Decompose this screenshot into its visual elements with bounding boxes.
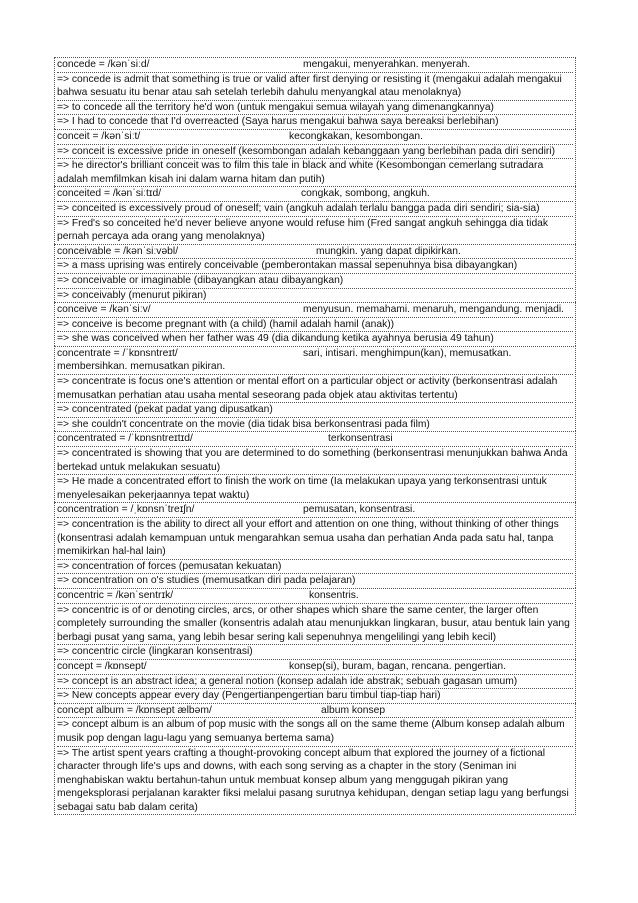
entry-line: => concentration of forces (pemusatan kekuatan) [57, 559, 573, 574]
entry-term: concede = /kənˈsiːd/ [57, 59, 150, 70]
entry-term: conceited = /kənˈsiːtɪd/ [57, 188, 162, 200]
entry-head [57, 347, 573, 361]
entry-line: => conceivable or imaginable (dibayangkan atau dibayangkan) [57, 273, 573, 288]
entry-line: => concentration is the ability to direct all your effort and attention on one thing, without thinking of other things (konsentrasi adalah kemampuan untuk mengarahkan semua usaha dan perhatian Anda pada satu hal, tanpa memikirkan hal-hal lain) [57, 517, 573, 559]
entry-term: concentric = /kənˈsentrɪk/ [57, 589, 174, 601]
entry-term: conceit = /kənˈsiːt/ [57, 130, 141, 142]
entry-line: => concentrated (pekat padat yang dipusatkan) [57, 402, 573, 417]
entry-head [57, 432, 573, 446]
entry-concept-album [54, 703, 576, 816]
entry-line: => she couldn't concentrate on the movie (dia tidak bisa berkonsentrasi pada film) [57, 417, 573, 432]
entry-conceited [54, 186, 576, 243]
entry-line: => Fred's so conceited he'd never believe anyone would refuse him (Fred sangat angkuh sehingga dia tidak pernah percaya ada orang yang menolaknya) [57, 216, 573, 244]
entry-translation: konsep(si), buram, bagan, rencana. pengertian. [289, 660, 506, 672]
entry-line: => concentrated is showing that you are determined to do something (berkonsentrasi menunjukkan bahwa Anda bertekad untuk melakukan sesuatu) [57, 446, 573, 474]
entry-head [57, 589, 573, 603]
entry-line: membersihkan. memusatkan pikiran. [57, 361, 226, 373]
entry-concept [54, 659, 576, 703]
entry-head [57, 660, 573, 674]
entry-line: => concentric circle (lingkaran konsentrasi) [57, 644, 573, 659]
entry-conceive [54, 302, 576, 346]
entry-line: => conceit is excessive pride in oneself (kesombongan adalah kebanggaan yang berlebihan pada diri sendiri) [57, 144, 573, 159]
entry-translation: congkak, sombong, angkuh. [301, 188, 430, 200]
entry-translation: terkonsentrasi [328, 433, 393, 445]
entry-line: => concentrate is focus one's attention or mental effort on a particular object or activity (berkonsentrasi adalah memusatkan perhatian atau usaha mental seseorang pada objek atau aktivitas tertentu) [57, 374, 573, 402]
entry-line: => conceive is become pregnant with (a child) (hamil adalah hamil (anak)) [57, 317, 573, 332]
entry-line: => she was conceived when her father was 49 (dia dikandung ketika ayahnya berusia 49 tahun) [57, 331, 573, 346]
entry-translation: mengakui, menyerahkan. menyerah. [303, 59, 471, 70]
entry-term: concept album = /kɒnsept ælbəm/ [57, 704, 212, 716]
entry-head [57, 303, 573, 317]
entry-term: concentrate = /ˈkɒnsntreɪt/ [57, 347, 178, 359]
vocabulary-document [54, 57, 576, 815]
entry-head [57, 187, 573, 201]
entry-translation: kecongkakan, kesombongan. [289, 130, 423, 142]
entry-conceivable [54, 244, 576, 302]
entry-term: conceivable = /kənˈsiːvəbl/ [57, 245, 179, 257]
entry-line: => He made a concentrated effort to finish the work on time (Ia melakukan upaya yang terkonsentrasi untuk menyelesaikan pekerjaannya tepat waktu) [57, 474, 573, 502]
entry-line: => concede is admit that something is true or valid after first denying or resisting it (mengakui adalah mengakui bahwa sesuatu itu benar atau sah setelah terlebih dahulu menyangkal atau menolaknya) [57, 72, 573, 100]
entry-head [57, 704, 573, 718]
entry-line: => a mass uprising was entirely conceivable (pemberontakan massal sepenuhnya bisa dibayangkan) [57, 258, 573, 273]
entry-line: => The artist spent years crafting a thought-provoking concept album that explored the journey of a fictional character through life's ups and downs, with each song serving as a chapter in the story (Seniman ini menghabiskan waktu bertahun-tahun untuk membuat konsep album yang menggugah pikiran yang mengeksplorasi perjalanan karakter fiksi melalui pasang surutnya kehidupan, dengan setiap lagu yang berfungsi sebagai satu bab dalam cerita) [57, 746, 573, 815]
entry-translation: pemusatan, konsentrasi. [303, 504, 416, 516]
entry-head [57, 58, 573, 72]
entry-conceit [54, 129, 576, 186]
entry-concede [54, 57, 576, 129]
entry-translation: mungkin. yang dapat dipikirkan. [316, 245, 461, 257]
entry-line: => I had to concede that I'd overreacted (Saya harus mengakui bahwa saya bereaksi berlebihan) [57, 114, 573, 129]
entry-line: => conceivably (menurut pikiran) [57, 288, 573, 303]
entry-term: concentration = /ˌkɒnsnˈtreɪʃn/ [57, 504, 195, 516]
entry-head [57, 130, 573, 144]
entry-translation: konsentris. [309, 589, 359, 601]
entry-concentrate [54, 346, 576, 432]
entry-line: => concentration on o's studies (memusatkan diri pada pelajaran) [57, 573, 573, 588]
entry-term: concept = /kɒnsept/ [57, 660, 147, 672]
entry-translation: album konsep [321, 704, 386, 716]
entry-concentrated [54, 431, 576, 502]
entry-line: => to concede all the territory he'd won (untuk mengakui semua wilayah yang dimenangkannya) [57, 100, 573, 115]
entry-term: conceive = /kənˈsiːv/ [57, 304, 151, 316]
entry-line: => concentric is of or denoting circles, arcs, or other shapes which share the same center, the larger often completely surrounding the smaller (konsentris adalah atau menunjukkan lingkaran, busur, atau bentuk lain yang berbagi pusat yang sama, yang lebih besar sering kali sepenuhnya mengelilingi yang lebih kecil) [57, 603, 573, 645]
entry-line: => concept is an abstract idea; a general notion (konsep adalah ide abstrak; sebuah gagasan umum) [57, 674, 573, 689]
entry-term: concentrated = /ˈkɒnsntreɪtɪd/ [57, 433, 193, 445]
entry-concentration [54, 502, 576, 588]
entry-line: => he director's brilliant conceit was to film this tale in black and white (Kesombongan cemerlang sutradara adalah memfilmkan kisah ini dalam warna hitam dan putih) [57, 158, 573, 186]
entry-line: => concept album is an album of pop music with the songs all on the same theme (Album konsep adalah album musik pop dengan lagu-lagu yang semuanya bertema sama) [57, 717, 573, 745]
entry-line: => conceited is excessively proud of oneself; vain (angkuh adalah terlalu bangga pada diri sendiri; sia-sia) [57, 201, 573, 216]
entry-head [57, 503, 573, 517]
entry-head [57, 245, 573, 259]
entry-concentric [54, 588, 576, 659]
entry-translation: menyusun. memahami. menaruh, mengandung. menjadi. [303, 304, 564, 316]
entry-line: => New concepts appear every day (Pengertianpengertian baru timbul tiap-tiap hari) [57, 688, 573, 703]
entry-translation: sari, intisari. menghimpun(kan), memusatkan. [303, 347, 512, 359]
